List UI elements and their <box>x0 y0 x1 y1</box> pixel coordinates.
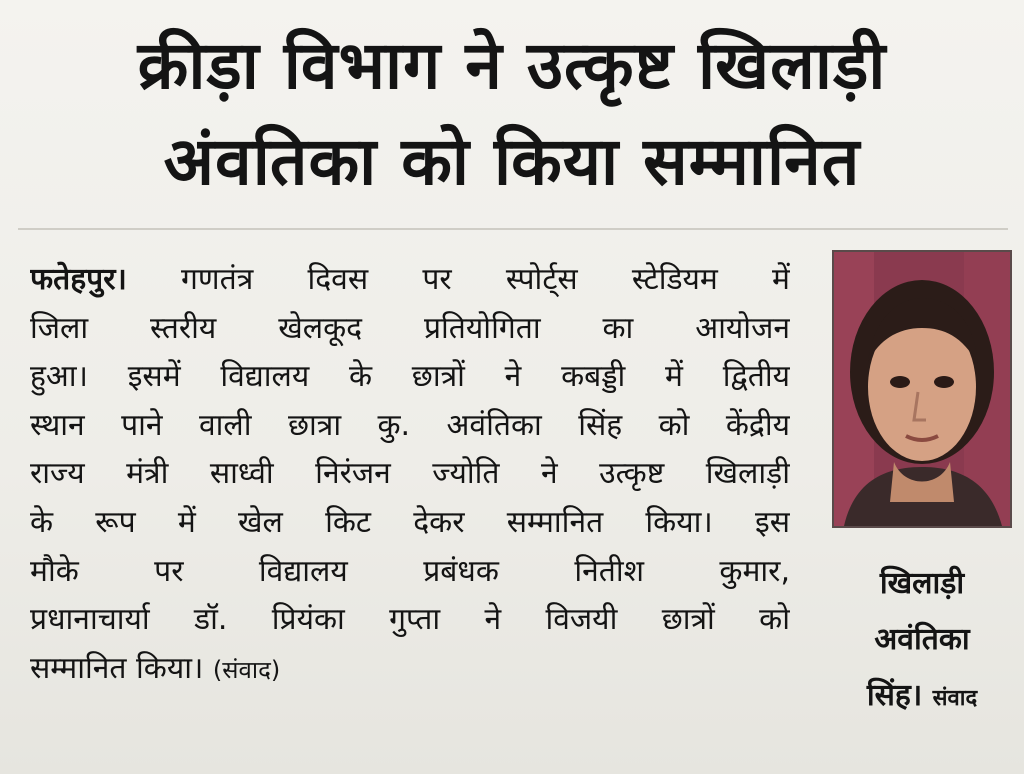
article-line-8: प्रधानाचार्या डॉ. प्रियंका गुप्ता ने विजयी छात्रों को <box>30 602 790 638</box>
headline-line-1: क्रीड़ा विभाग ने उत्कृष्ट खिलाड़ी <box>137 27 887 104</box>
article-line-1-text: गणतंत्र दिवस पर स्पोर्ट्स स्टेडियम में <box>126 262 790 297</box>
dateline: फतेहपुर। <box>30 262 127 297</box>
caption-line-1: खिलाड़ी <box>879 566 965 601</box>
article-line-2: जिला स्तरीय खेलकूद प्रतियोगिता का आयोजन <box>30 310 790 346</box>
article-line-4: स्थान पाने वाली छात्रा कु. अवंतिका सिंह को केंद्रीय <box>30 407 790 443</box>
caption-line-2: अवंतिका <box>874 622 970 657</box>
caption-line-3 <box>832 668 1012 727</box>
article-body <box>30 256 790 694</box>
player-photo <box>832 250 1012 528</box>
caption-line-3-text: सिंह। <box>866 678 923 713</box>
article-line-3: हुआ। इसमें विद्यालय के छात्रों ने कबड्डी में द्वितीय <box>30 359 790 395</box>
article-line-9-text: सम्मानित किया। <box>30 650 204 686</box>
headline-divider <box>18 228 1008 230</box>
photo-caption <box>832 556 1012 727</box>
headline-line-2: अंवतिका को किया सम्मानित <box>163 123 861 200</box>
portrait-illustration <box>834 252 1010 526</box>
photo-credit: संवाद <box>932 686 978 711</box>
article-line-9 <box>30 645 790 695</box>
headline <box>0 18 1024 210</box>
article-line-1 <box>30 256 790 305</box>
article-line-7: मौके पर विद्यालय प्रबंधक नितीश कुमार, <box>30 553 790 589</box>
article-line-5: राज्य मंत्री साध्वी निरंजन ज्योति ने उत्कृष्ट खिलाड़ी <box>30 456 790 492</box>
article-line-6: के रूप में खेल किट देकर सम्मानित किया। इस <box>30 504 790 540</box>
article-signoff: (संवाद) <box>212 655 281 684</box>
